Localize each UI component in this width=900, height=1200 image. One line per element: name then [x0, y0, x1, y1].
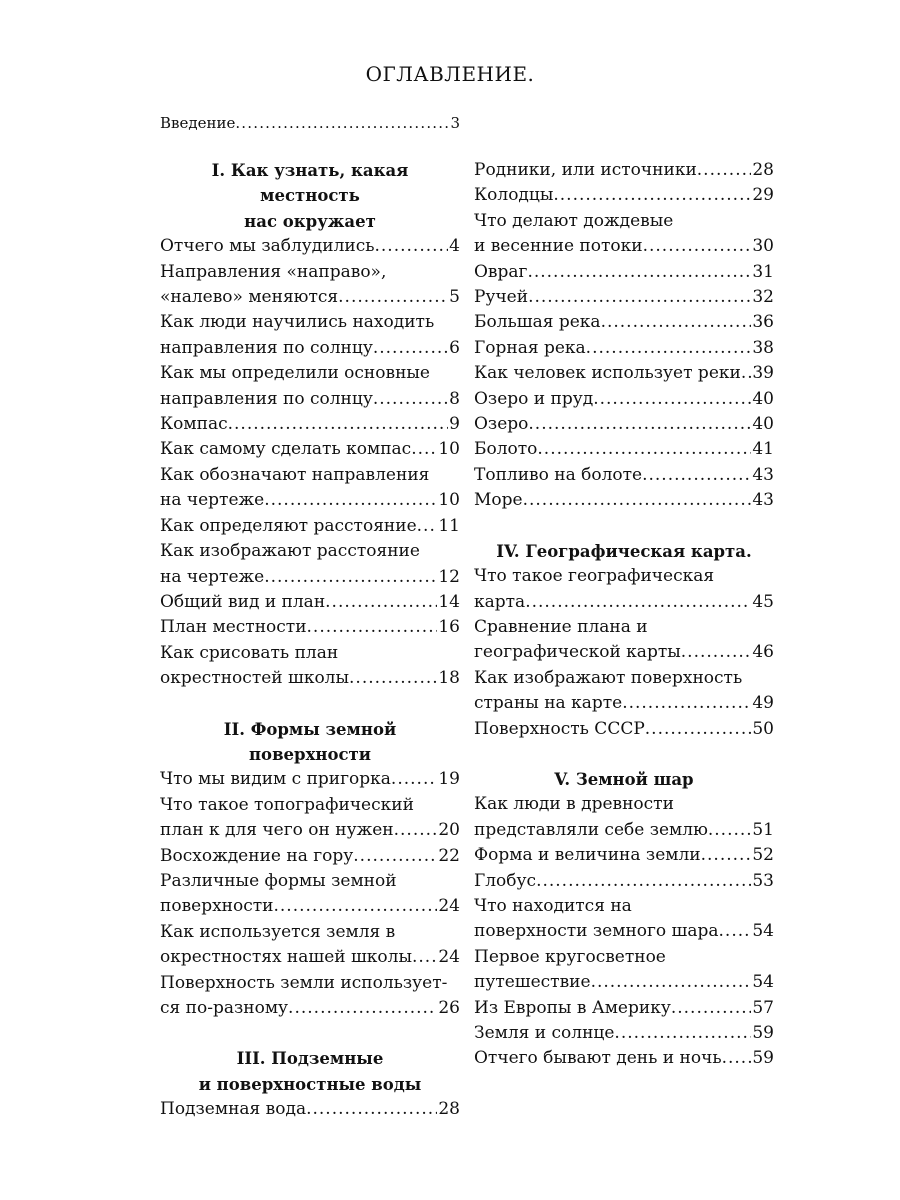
page-number: 57: [752, 997, 774, 1018]
page-number: 51: [752, 819, 774, 840]
toc-entry-line: Как используется земля в: [160, 921, 396, 942]
page-number: 24: [438, 947, 460, 968]
section-heading-line: нас окружает: [244, 211, 376, 231]
leader-dots: [528, 412, 751, 437]
leader-dots: [536, 869, 751, 894]
leader-dots: [391, 767, 437, 792]
toc-entry[interactable]: [474, 717, 774, 742]
leader-dots: [228, 412, 449, 437]
toc-entry-row: [474, 717, 774, 742]
toc-entry[interactable]: [160, 514, 460, 539]
toc-entry-row: [474, 158, 774, 183]
leader-dots: [525, 590, 751, 615]
toc-entry-row: [474, 234, 774, 259]
toc-entry[interactable]: [474, 488, 774, 513]
toc-entry[interactable]: [474, 666, 774, 717]
toc-entry-label: путешествие: [474, 972, 591, 993]
toc-entry-label: Поверхность СССР: [474, 718, 645, 739]
toc-entry[interactable]: [474, 336, 774, 361]
toc-entry[interactable]: [160, 767, 460, 792]
toc-entry[interactable]: [160, 641, 460, 692]
leader-dots: [235, 114, 449, 132]
toc-entry[interactable]: [160, 361, 460, 412]
toc-entry-line: Что делают дождевые: [474, 210, 674, 231]
page-number: 10: [438, 439, 460, 460]
page-number: 9: [449, 414, 460, 435]
toc-entry-label: Родники, или источники: [474, 160, 697, 180]
toc-entry-row: [474, 310, 774, 335]
leader-dots: [306, 1097, 437, 1122]
leader-dots: [591, 970, 752, 995]
section-heading: [160, 717, 460, 768]
toc-entry-line: Как мы определили основные: [160, 363, 430, 384]
toc-entry-label: направления по солнцу: [160, 388, 373, 409]
toc-entry[interactable]: [474, 945, 774, 996]
leader-dots: [412, 945, 437, 970]
toc-entry-row: [160, 666, 460, 691]
toc-entry-label: Как человек использует реки: [474, 363, 741, 384]
leader-dots: [373, 387, 448, 412]
toc-entry-label: Болото: [474, 439, 538, 460]
toc-entry-label: Море: [474, 490, 523, 511]
toc-entry-row: [160, 615, 460, 640]
page-number: 16: [438, 617, 460, 638]
page-number: 43: [752, 464, 774, 485]
toc-entry-row: [474, 843, 774, 868]
leader-dots: [537, 437, 751, 462]
page-number: 28: [752, 160, 774, 180]
page-number: 4: [449, 236, 460, 257]
leader-dots: [264, 565, 437, 590]
toc-entry-row: [160, 818, 460, 843]
page-number: 31: [752, 261, 774, 282]
toc-entry-line: Как срисовать план: [160, 642, 339, 663]
leader-dots: [708, 818, 751, 843]
toc-entry-label: окрестностях нашей школы: [160, 947, 412, 968]
leader-dots: [338, 285, 448, 310]
toc-entry[interactable]: [474, 209, 774, 260]
leader-dots: [373, 336, 448, 361]
toc-entry-line: Как обозначают направления: [160, 464, 430, 485]
page-number: 26: [438, 998, 460, 1018]
toc-entry-label: на чертеже: [160, 490, 265, 511]
leader-dots: [719, 919, 752, 944]
toc-entry-label: ся по-разному: [160, 998, 289, 1018]
toc-entry-row: [474, 1046, 774, 1071]
section-heading-line: V. Земной шар: [554, 769, 694, 789]
leader-dots: [701, 843, 752, 868]
leader-dots: [643, 234, 752, 259]
page-number: 41: [752, 439, 774, 460]
leader-dots: [586, 336, 752, 361]
toc-entry-label: окрестностей школы: [160, 668, 350, 689]
toc-entry-row: [160, 767, 460, 792]
toc-entry[interactable]: [474, 1021, 774, 1046]
toc-entry[interactable]: [474, 260, 774, 285]
leader-dots: [274, 894, 438, 919]
toc-entry-label: Форма и величина земли: [474, 845, 701, 866]
leader-dots: [527, 260, 751, 285]
toc-entry[interactable]: [474, 564, 774, 615]
toc-entry[interactable]: [160, 412, 460, 437]
toc-entry[interactable]: [474, 1046, 774, 1071]
page-number: 40: [752, 388, 774, 409]
leader-dots: [601, 310, 752, 335]
page-number: 8: [449, 388, 460, 409]
toc-entry[interactable]: [160, 539, 460, 590]
toc-entry-row: [160, 565, 460, 590]
toc-entry-line: Различные формы земной: [160, 870, 397, 891]
section-heading: [474, 539, 774, 564]
leader-dots: [523, 488, 752, 513]
page-number: 14: [438, 591, 460, 612]
page-number: 28: [438, 1099, 460, 1120]
page-number: 5: [449, 287, 460, 308]
toc-entry[interactable]: [160, 844, 460, 869]
section-heading-line: IV. Географическая карта.: [496, 541, 752, 561]
page-number: 24: [438, 896, 460, 917]
page-number: 29: [752, 185, 774, 206]
toc-entry-row: [474, 183, 774, 208]
section-heading-line: и поверхностные воды: [198, 1074, 422, 1094]
page-number: 54: [752, 921, 774, 942]
toc-entry-row: [160, 590, 460, 615]
toc-entry-label: Горная река: [474, 337, 586, 358]
page-number: 30: [752, 236, 774, 257]
toc-entry[interactable]: [160, 463, 460, 514]
toc-entry-label: Топливо на болоте: [474, 464, 643, 485]
leader-dots: [288, 996, 437, 1021]
toc-entry-row: [474, 919, 774, 944]
leader-dots: [307, 615, 438, 640]
toc-entry-label: поверхности земного шара: [474, 921, 719, 942]
toc-entry-row: [474, 336, 774, 361]
page-number: 32: [752, 287, 774, 308]
leader-dots: [375, 234, 449, 259]
toc-entry[interactable]: [474, 996, 774, 1021]
toc-entry[interactable]: [160, 793, 460, 844]
toc-entry[interactable]: [474, 843, 774, 868]
toc-entry[interactable]: [474, 463, 774, 488]
toc-entry-line: Что такое топографический: [160, 794, 414, 815]
toc-entry[interactable]: [474, 310, 774, 335]
toc-entry-label: на чертеже: [160, 566, 265, 587]
toc-entry[interactable]: [474, 437, 774, 462]
toc-entry-row: [160, 412, 460, 437]
toc-entry-label: Общий вид и план: [160, 591, 326, 612]
leader-dots: [553, 183, 751, 208]
toc-entry-label: Озеро и пруд: [474, 388, 594, 409]
toc-entry-row: [160, 387, 460, 412]
toc-entry-line: Направления «направо»,: [160, 261, 387, 282]
page-number: 12: [438, 566, 460, 587]
toc-entry-label: «налево» меняются: [160, 287, 339, 308]
toc-entry[interactable]: [160, 234, 460, 259]
toc-entry-label: Глобус: [474, 870, 537, 891]
page-number: 36: [752, 312, 774, 333]
toc-entry-row: [474, 970, 774, 995]
toc-entry-row: [160, 285, 460, 310]
toc-entry-row: [474, 996, 774, 1021]
page-number: 53: [752, 870, 774, 891]
toc-entry-label: и весенние потоки: [474, 236, 643, 257]
toc-entry-label: Колодцы: [474, 185, 554, 206]
leader-dots: [681, 640, 752, 665]
toc-entry-row: [160, 996, 460, 1021]
toc-entry[interactable]: [160, 310, 460, 361]
page-number: 43: [752, 490, 774, 511]
toc-entry-line: Что такое географическая: [474, 566, 715, 587]
toc-entry-row: [160, 844, 460, 869]
toc-entry-label: план к для чего он нужен: [160, 820, 394, 841]
page-number: 54: [752, 972, 774, 993]
toc-entry-label: направления по солнцу: [160, 337, 373, 358]
toc-entry-label: Что мы видим с пригорка: [160, 769, 391, 790]
page-number: 10: [438, 490, 460, 511]
toc-entry-row: [160, 488, 460, 513]
toc-entry-row: [474, 463, 774, 488]
page-number: 22: [438, 845, 460, 866]
toc-entry-label: географической карты: [474, 642, 681, 663]
leader-dots: [325, 590, 437, 615]
page-number: 50: [752, 718, 774, 739]
toc-entry[interactable]: [160, 260, 460, 311]
section-heading-line: I. Как узнать, какая местность: [211, 161, 409, 206]
page-number: 59: [752, 1048, 774, 1069]
page-number: 38: [752, 337, 774, 358]
toc-entry-row: [160, 945, 460, 970]
toc-entry[interactable]: [474, 894, 774, 945]
leader-dots: [642, 463, 751, 488]
toc-entry-row: [474, 818, 774, 843]
toc-entry[interactable]: [160, 590, 460, 615]
toc-entry[interactable]: [160, 1097, 460, 1122]
toc-entry-row: [474, 361, 774, 386]
toc-entry-line: Как изображают поверхность: [474, 667, 743, 688]
toc-entry-row: [474, 437, 774, 462]
toc-entry-line: Как изображают расстояние: [160, 541, 420, 562]
toc-entry-row: [474, 1021, 774, 1046]
toc-entry[interactable]: [160, 920, 460, 971]
page-number: 45: [752, 591, 774, 612]
toc-entry-label: Отчего бывают день и ночь: [474, 1048, 722, 1069]
leader-dots: [722, 1046, 752, 1071]
leader-dots: [593, 387, 751, 412]
toc-entry-line: Что находится на: [474, 895, 632, 916]
leader-dots: [697, 158, 752, 183]
toc-entry-row: [474, 285, 774, 310]
leader-dots: [394, 818, 438, 843]
toc-entry-row: [474, 260, 774, 285]
toc-entry-label: Как самому сделать компас: [160, 439, 412, 460]
toc-intro: [160, 114, 460, 132]
leader-dots: [671, 996, 752, 1021]
toc-right-column: [474, 158, 774, 1072]
page-number: 59: [752, 1023, 774, 1043]
toc-entry[interactable]: [160, 615, 460, 640]
toc-entry-label: Из Европы в Америку: [474, 997, 671, 1018]
toc-entry[interactable]: [474, 387, 774, 412]
leader-dots: [353, 844, 437, 869]
toc-left-column: [160, 158, 460, 1123]
toc-entry[interactable]: [474, 183, 774, 208]
leader-dots: [741, 361, 752, 386]
page-number: 52: [752, 845, 774, 866]
page-number: 49: [752, 693, 774, 714]
toc-entry-label: карта: [474, 591, 526, 612]
toc-entry-label: Как определяют расстояние: [160, 515, 417, 536]
toc-entry-row: [474, 412, 774, 437]
toc-entry-label: Ручей: [474, 287, 529, 308]
page-number: 3: [450, 114, 460, 132]
toc-entry-label: Отчего мы заблудились: [160, 236, 375, 257]
leader-dots: [349, 666, 437, 691]
page-number: 6: [449, 337, 460, 358]
toc-entry-line: Сравнение плана и: [474, 616, 648, 637]
toc-entry-row: [474, 590, 774, 615]
toc-entry[interactable]: [160, 869, 460, 920]
toc-entry-label: План местности: [160, 617, 307, 638]
section-heading: [474, 767, 774, 792]
leader-dots: [264, 488, 437, 513]
page-number: 19: [438, 769, 460, 790]
toc-entry-label: Овраг: [474, 261, 528, 282]
page-number: 20: [438, 820, 460, 841]
toc-entry-row: [160, 894, 460, 919]
toc-entry-row: [474, 387, 774, 412]
toc-entry-label: Земля и солнце: [474, 1023, 615, 1043]
leader-dots: [411, 437, 437, 462]
toc-entry[interactable]: [474, 285, 774, 310]
section-heading: [160, 1046, 460, 1097]
page-number: 18: [438, 668, 460, 689]
toc-entry-row: [160, 336, 460, 361]
leader-dots: [614, 1021, 751, 1046]
leader-dots: [645, 717, 752, 742]
intro-label: Введение: [160, 114, 236, 132]
toc-entry[interactable]: [474, 615, 774, 666]
toc-entry[interactable]: [474, 158, 774, 183]
toc-entry-row: [160, 234, 460, 259]
toc-entry-line: Поверхность земли использует-: [160, 972, 448, 993]
toc-entry[interactable]: [474, 361, 774, 386]
toc-entry-row: [160, 437, 460, 462]
toc-entry-row: [160, 514, 460, 539]
toc-entry-label: представляли себе землю: [474, 819, 708, 840]
toc-entry-row: [474, 869, 774, 894]
toc-entry-line: Как люди в древности: [474, 794, 674, 815]
leader-dots: [417, 514, 438, 539]
toc-entry-row: [474, 691, 774, 716]
toc-entry-row: [474, 640, 774, 665]
page-number: 40: [752, 414, 774, 435]
section-heading-line: III. Подземные: [236, 1049, 384, 1069]
toc-entry-label: страны на карте: [474, 693, 623, 714]
page-number: 39: [752, 363, 774, 384]
toc-entry-label: поверхности: [160, 896, 274, 917]
toc-entry[interactable]: [160, 971, 460, 1022]
toc-entry-line: Первое кругосветное: [474, 946, 666, 967]
leader-dots: [622, 691, 751, 716]
page-number: 11: [438, 515, 460, 536]
section-heading: [160, 158, 460, 234]
section-heading-line: II. Формы земной поверхности: [223, 719, 397, 764]
toc-entry-label: Подземная вода: [160, 1099, 307, 1120]
toc-entry[interactable]: [160, 437, 460, 462]
toc-entry-line: Как люди научились находить: [160, 312, 435, 333]
leader-dots: [528, 285, 751, 310]
toc-entry-label: Озеро: [474, 414, 529, 435]
toc-entry-label: Восхождение на гору: [160, 845, 354, 866]
toc-entry-row: [474, 488, 774, 513]
toc-entry[interactable]: [474, 869, 774, 894]
toc-entry[interactable]: [474, 792, 774, 843]
page-number: 46: [752, 642, 774, 663]
page-title: ОГЛАВЛЕНИЕ.: [365, 62, 535, 86]
toc-entry-row: [160, 1097, 460, 1122]
toc-entry[interactable]: [474, 412, 774, 437]
toc-entry-label: Большая река: [474, 312, 601, 333]
toc-entry-label: Компас: [160, 414, 228, 435]
